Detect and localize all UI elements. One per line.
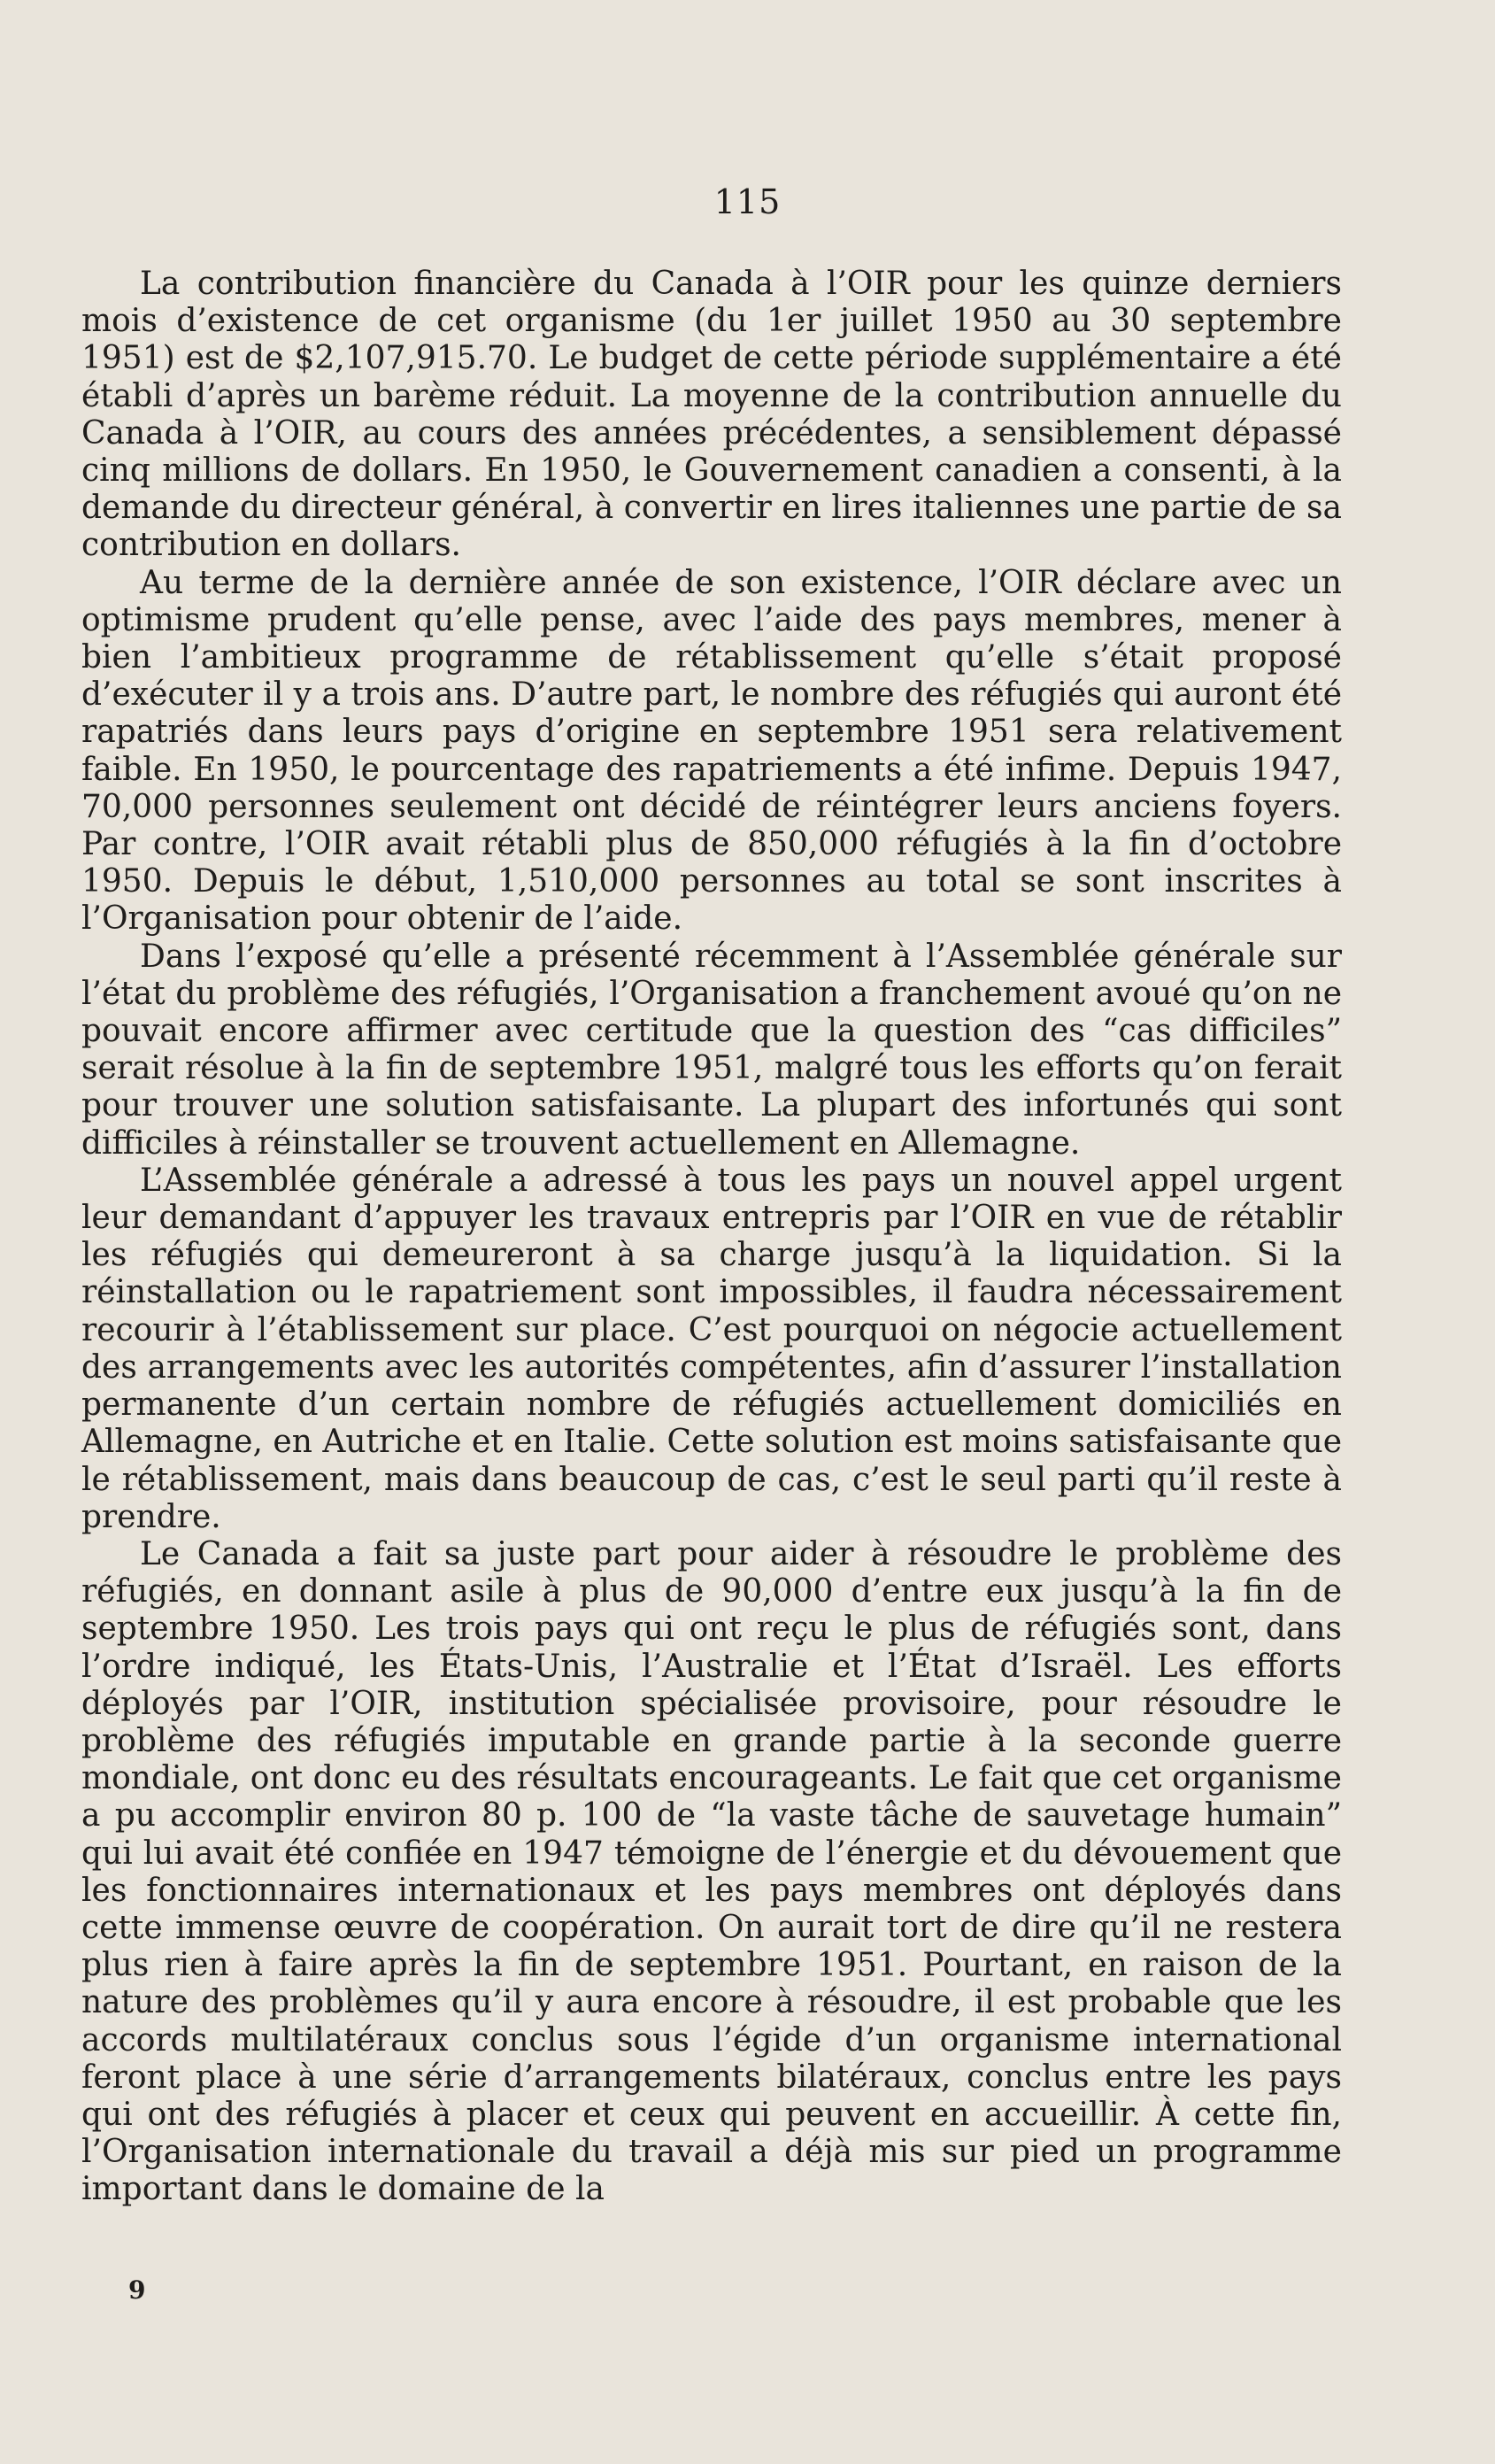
signature-mark: 9 [128,2275,146,2305]
document-body [81,266,1342,2209]
paragraph-2: Au terme de la dernière année de son existence, l’OIR déclare avec un optimisme prudent qu’elle pense, avec l’aide des pays membres, mener à bien l’ambitieux programme de rétablissement qu’elle s’était proposé d’exécuter il y a trois ans. D’autre part, le nombre des réfugiés qui auront été rapatriés dans leurs pays d’origine en septembre 1951 sera relativement faible. En 1950, le pourcentage des rapatriements a été infime. Depuis 1947, 70,000 personnes seulement ont décidé de réintégrer leurs anciens foyers. Par contre, l’OIR avait rétabli plus de 850,000 réfugiés à la fin d’octobre 1950. Depuis le début, 1,510,000 personnes au total se sont inscrites à l’Organisation pour obtenir de l’aide. [81,564,1342,938]
paragraph-3: Dans l’exposé qu’elle a présenté récemment à l’Assemblée générale sur l’état du problème des réfugiés, l’Organisation a franchement avoué qu’on ne pouvait encore affirmer avec certitude que la question des “cas difficiles” serait résolue à la fin de septembre 1951, malgré tous les efforts qu’on ferait pour trouver une solution satisfaisante. La plupart des infortunés qui sont difficiles à réinstaller se trouvent actuellement en Allemagne. [81,938,1342,1162]
paragraph-4: L’Assemblée générale a adressé à tous les pays un nouvel appel urgent leur demandant d’appuyer les travaux entrepris par l’OIR en vue de rétablir les réfugiés qui demeureront à sa charge jusqu’à la liquidation. Si la réinstallation ou le rapatriement sont impossibles, il faudra nécessairement recourir à l’établissement sur place. C’est pourquoi on négocie actuellement des arrangements avec les autorités compétentes, afin d’assurer l’installation permanente d’un certain nombre de réfugiés actuellement domiciliés en Allemagne, en Autriche et en Italie. Cette solution est moins satisfaisante que le rétablissement, mais dans beaucoup de cas, c’est le seul parti qu’il reste à prendre. [81,1162,1342,1535]
paragraph-5: Le Canada a fait sa juste part pour aider à résoudre le problème des réfugiés, en donnant asile à plus de 90,000 d’entre eux jusqu’à la fin de septembre 1950. Les trois pays qui ont reçu le plus de réfugiés sont, dans l’ordre indiqué, les États-Unis, l’Australie et l’État d’Israël. Les efforts déployés par l’OIR, institution spécialisée provisoire, pour résoudre le problème des réfugiés imputable en grande partie à la seconde guerre mondiale, ont donc eu des résultats encourageants. Le fait que cet organisme a pu accomplir environ 80 p. 100 de “la vaste tâche de sauvetage humain” qui lui avait été confiée en 1947 témoigne de l’énergie et du dévouement que les fonctionnaires internationaux et les pays membres ont déployés dans cette immense œuvre de coopération. On aurait tort de dire qu’il ne restera plus rien à faire après la fin de septembre 1951. Pourtant, en raison de la nature des problèmes qu’il y aura encore à résoudre, il est probable que les accords multilatéraux conclus sous l’égide d’un organisme international feront place à une série d’arrangements bilatéraux, conclus entre les pays qui ont des réfugiés à placer et ceux qui peuvent en accueillir. À cette fin, l’Organisation internationale du travail a déjà mis sur pied un programme important dans le domaine de la [81,1535,1342,2208]
paragraph-1: La contribution financière du Canada à l’OIR pour les quinze derniers mois d’existence de cet organisme (du 1er juillet 1950 au 30 septembre 1951) est de $2,107,915.70. Le budget de cette période supplémentaire a été établi d’après un barème réduit. La moyenne de la contribution annuelle du Canada à l’OIR, au cours des années précédentes, a sensiblement dépassé cinq millions de dollars. En 1950, le Gouvernement canadien a consenti, à la demande du directeur général, à convertir en lires italiennes une partie de sa contribution en dollars. [81,266,1342,564]
page-number: 115 [713,182,782,221]
